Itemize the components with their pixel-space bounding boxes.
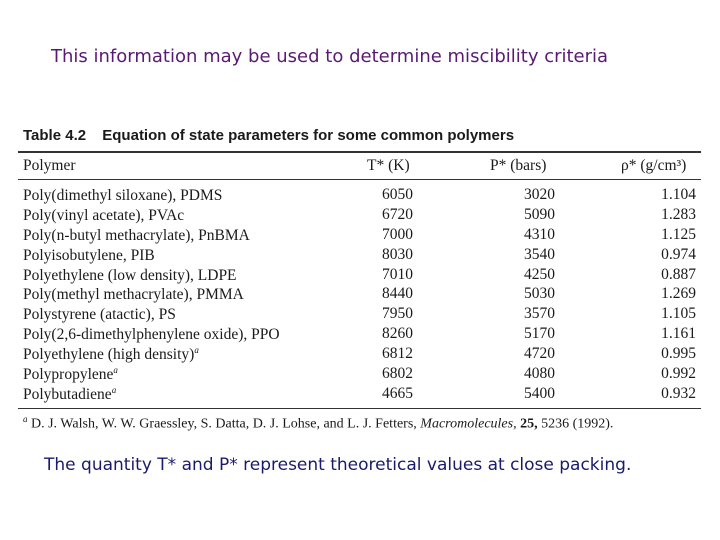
cell-p-star: 4250: [524, 265, 555, 283]
cell-t-star: 8030: [382, 245, 413, 263]
cell-polymer: Polyethylene (high density)$^a$: [23, 345, 199, 364]
table-row: [18, 186, 701, 206]
cell-polymer: Polyethylene (low density), LDPE: [23, 266, 237, 284]
cell-p-star: 3540: [524, 245, 555, 263]
cell-polymer: Polystyrene (atactic), PS: [23, 306, 176, 324]
table-caption: [23, 127, 514, 144]
cell-t-star: 4665: [382, 384, 413, 402]
table-row: [18, 226, 701, 246]
footnote-rest: 5236 (1992).: [541, 416, 614, 432]
cell-t-star: 6720: [382, 205, 413, 223]
table-row: [18, 385, 701, 405]
cell-t-star: 8260: [382, 325, 413, 343]
table-row: [18, 365, 701, 385]
header-p-star: P* (bars): [490, 157, 547, 174]
cell-p-star: 5400: [524, 384, 555, 402]
cell-p-star: 5090: [524, 205, 555, 223]
cell-t-star: 7950: [382, 305, 413, 323]
cell-rho-star: 0.995: [661, 345, 696, 363]
table-row: [18, 246, 701, 266]
cell-rho-star: 0.974: [661, 245, 696, 263]
cell-rho-star: 1.105: [661, 305, 696, 323]
table-title: Equation of state parameters for some common polymers: [102, 127, 515, 144]
cell-rho-star: 1.125: [661, 225, 696, 243]
table-row: [18, 285, 701, 305]
table-row: [18, 305, 701, 325]
table-row: [18, 206, 701, 226]
cell-polymer: Polypropylene$^a$: [23, 365, 118, 384]
cell-polymer: Polyisobutylene, PIB: [23, 246, 155, 264]
table-header-rule: [18, 179, 701, 180]
table-row: [18, 266, 701, 286]
outro-text: The quantity T* and P* represent theoretical values at close packing.: [44, 455, 632, 475]
header-polymer: Polymer: [23, 157, 76, 174]
header-t-star: T* (K): [367, 157, 410, 174]
polymer-table: [18, 124, 701, 438]
header-rho-star: ρ* (g/cm³): [621, 157, 687, 174]
cell-t-star: 6812: [382, 345, 413, 363]
cell-t-star: 7010: [382, 265, 413, 283]
cell-p-star: 4080: [524, 365, 555, 383]
table-footnote: [23, 414, 613, 433]
footnote-volume: 25,: [520, 416, 538, 432]
cell-rho-star: 1.104: [661, 186, 696, 203]
cell-rho-star: 0.932: [661, 384, 696, 402]
table-row: [18, 345, 701, 365]
cell-t-star: 7000: [382, 225, 413, 243]
cell-t-star: 6802: [382, 365, 413, 383]
table-number: Table 4.2: [23, 127, 87, 144]
cell-polymer: Poly(methyl methacrylate), PMMA: [23, 286, 244, 304]
cell-polymer: Poly(vinyl acetate), PVAc: [23, 207, 185, 225]
cell-polymer: Poly(2,6-dimethylphenylene oxide), PPO: [23, 326, 280, 344]
cell-polymer: Poly(n-butyl methacrylate), PnBMA: [23, 226, 250, 244]
footnote-journal: Macromolecules,: [420, 416, 517, 432]
cell-rho-star: 1.269: [661, 285, 696, 303]
cell-rho-star: 1.283: [661, 205, 696, 223]
cell-polymer: Poly(dimethyl siloxane), PDMS: [23, 187, 223, 205]
cell-rho-star: 0.887: [661, 265, 696, 283]
intro-text: This information may be used to determine miscibility criteria: [51, 46, 609, 67]
cell-polymer: Polybutadiene$^a$: [23, 384, 117, 404]
cell-p-star: 4310: [524, 225, 555, 243]
table-body: [18, 186, 701, 405]
cell-p-star: 4720: [524, 345, 555, 363]
table-top-rule: [18, 151, 701, 153]
cell-t-star: 6050: [382, 186, 413, 203]
cell-p-star: 3020: [524, 186, 555, 203]
cell-t-star: 8440: [382, 285, 413, 303]
table-row: [18, 325, 701, 345]
cell-rho-star: 1.161: [661, 325, 696, 343]
cell-p-star: 5170: [524, 325, 555, 343]
footnote-authors: D. J. Walsh, W. W. Graessley, S. Datta, D. J. Lohse, and L. J. Fetters,: [31, 416, 417, 432]
cell-rho-star: 0.992: [661, 365, 696, 383]
footnote-mark: a: [23, 414, 28, 424]
cell-p-star: 5030: [524, 285, 555, 303]
cell-p-star: 3570: [524, 305, 555, 323]
table-bottom-rule: [18, 408, 701, 409]
